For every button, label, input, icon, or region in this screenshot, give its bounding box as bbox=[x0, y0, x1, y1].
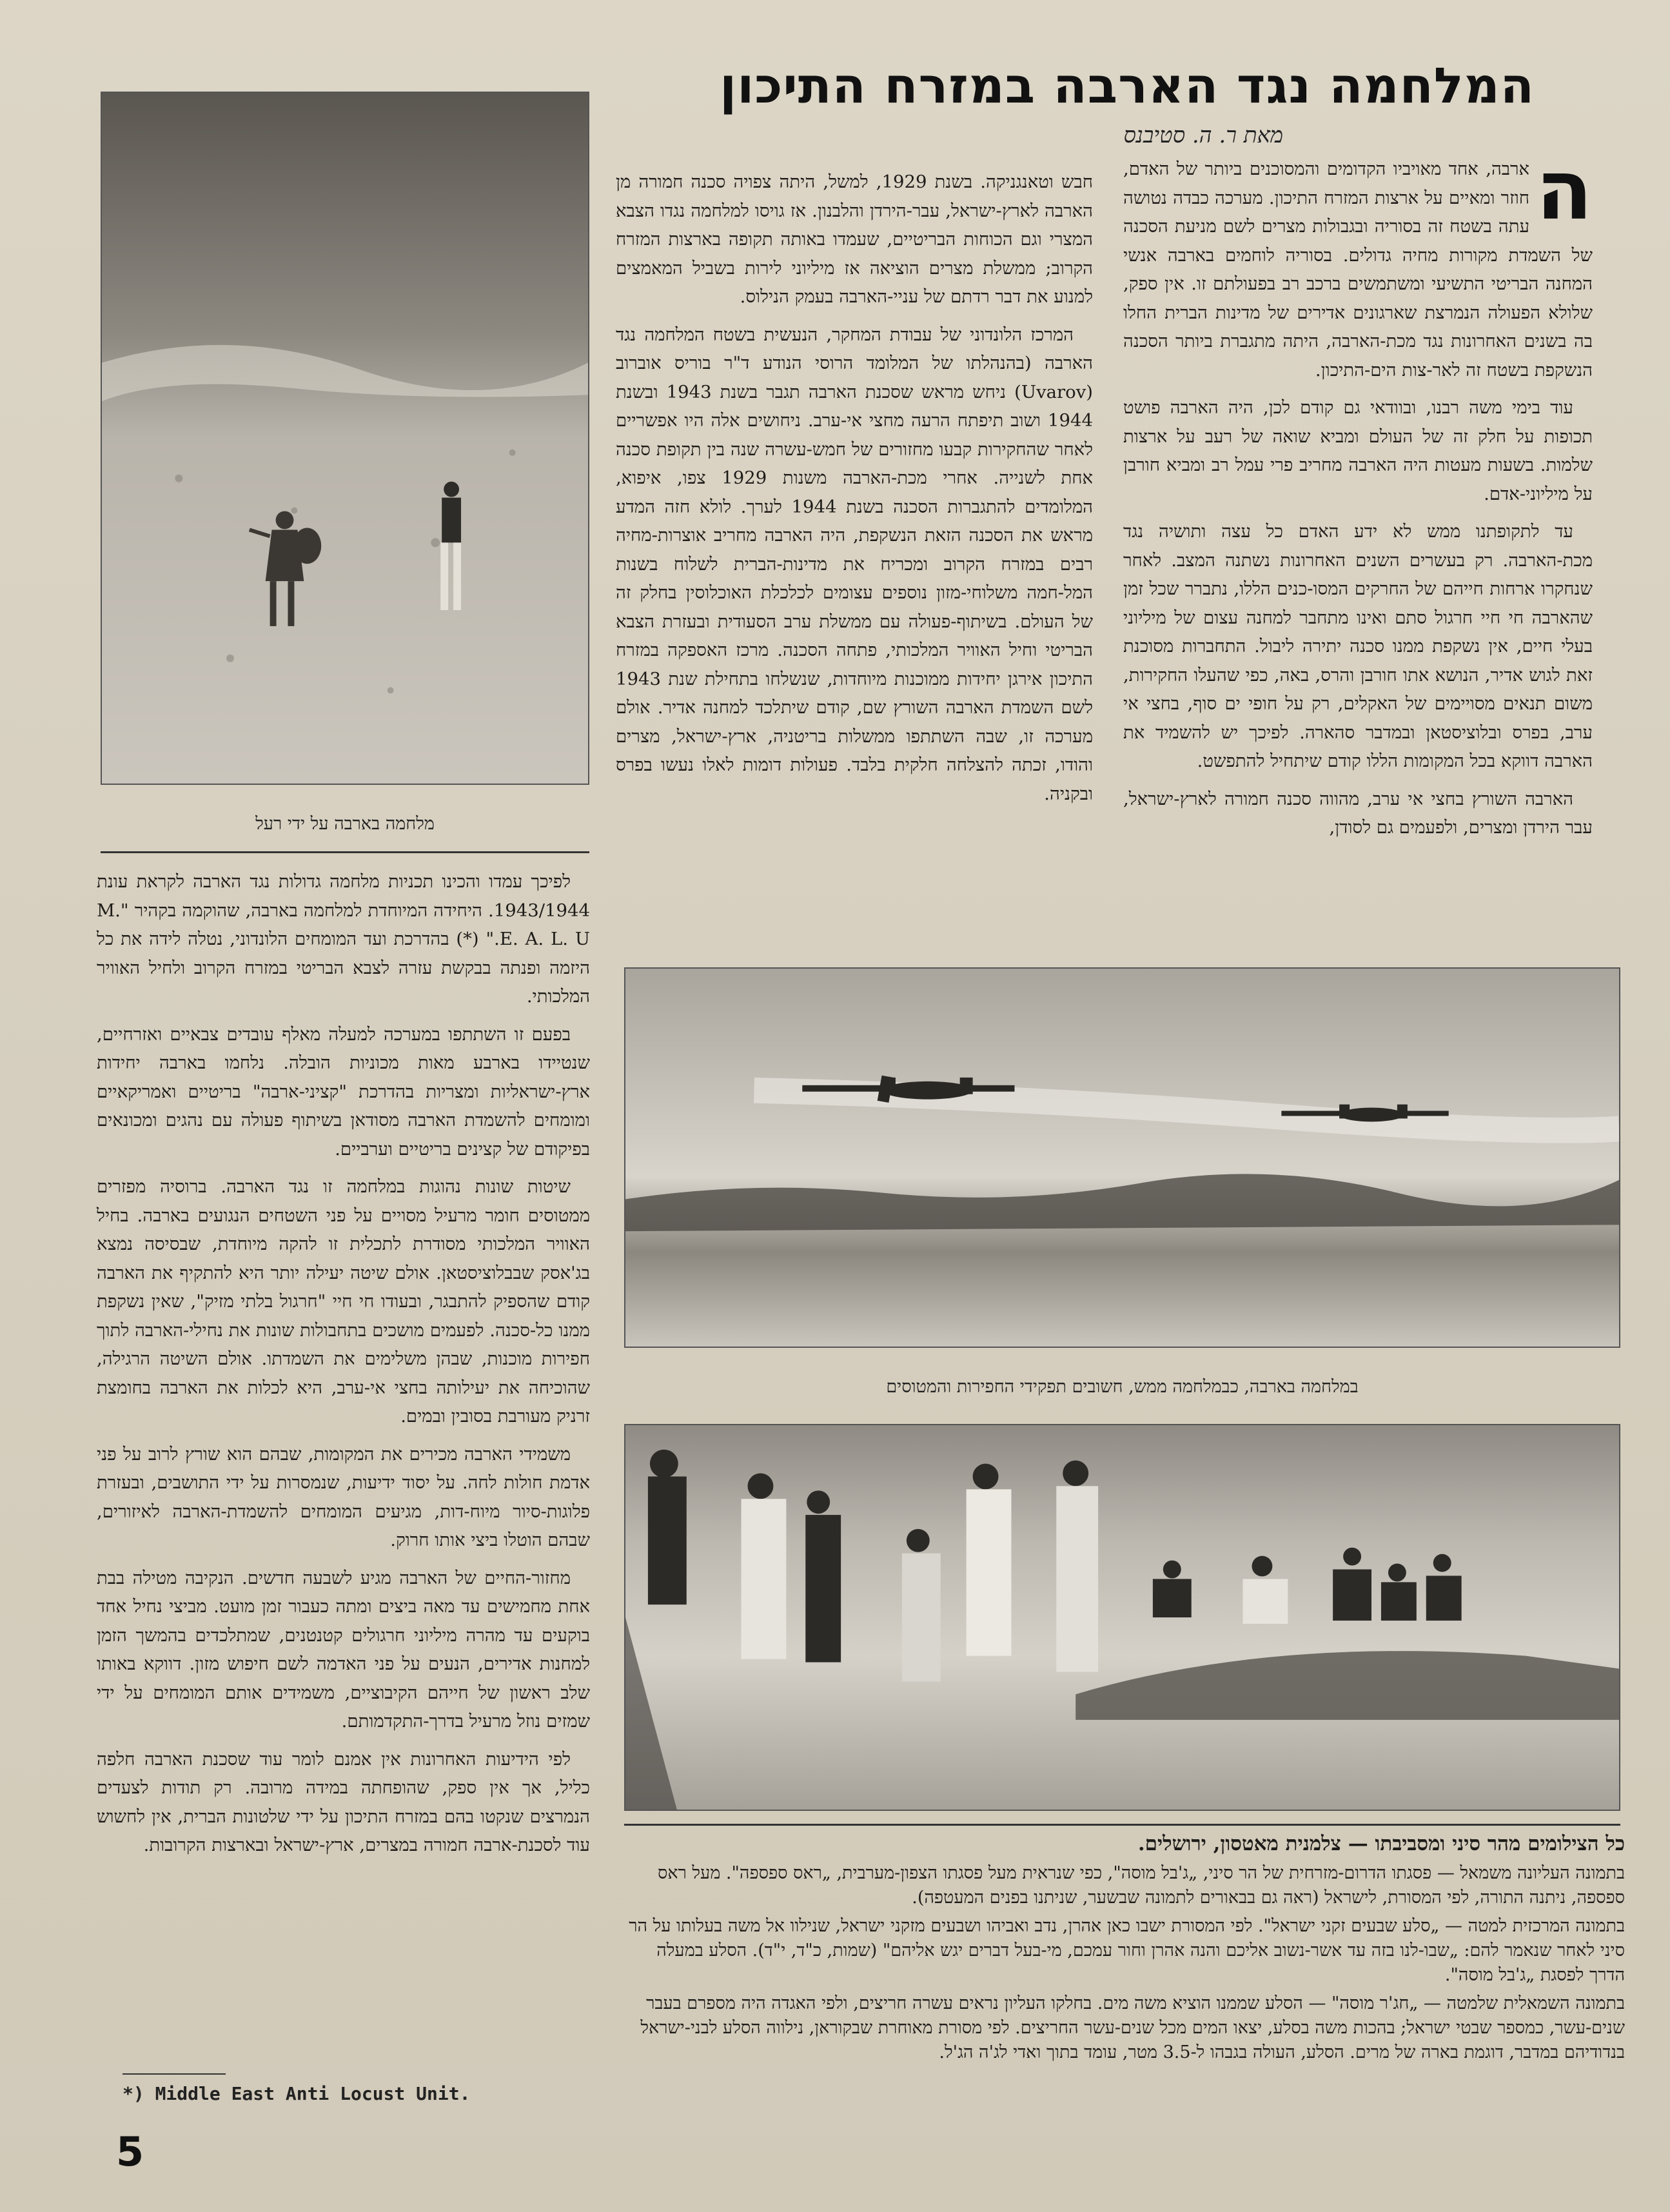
paragraph: משמידי הארבה מכירים את המקומות, שבהם הוא שורץ לרוב על פני אדמת חולות לחה. על יסוד ידיעות, שנמסרות על ידי התושבים, ובעזרת פלוגות-סיור מיוח-דות, מגיעים המומחים להשמדת-הארבה לאיזורים, שבהם הוטלו ביצי אותו חרוק. bbox=[97, 1443, 590, 1550]
credits-heading: כל הצילומים מהר סיני ומסביבתו — צלמנית מאטסון, ירושלים. bbox=[1137, 1832, 1625, 1855]
page-number: 5 bbox=[116, 2128, 144, 2175]
article-title: המלחמה נגד הארבה במזרח התיכון bbox=[720, 57, 1535, 114]
credit-line: בתמונה המרכזית למטה — „סלע שבעים זקני ישראל". לפי המסורת ישבו כאן אהרן, נדב ואביהו ושבעים מזקני ישראל, שנילוו אל משה בעלותו על הר סיני לאחר שנאמר להם: „שבו-לנו בזה עד אשר-נשוב אליכם והנה אהרן וחור עמכם, מי-בעל דברים יגש אליהם" (שמות, כ"ד, י"ד). הסלע במעלה הדרך לפסגת „ג'בל מוסה". bbox=[629, 1916, 1625, 1985]
photo-credits bbox=[616, 1832, 1625, 2069]
paragraph: לפי הידיעות האחרונות אין אמנם לומר עוד שסכנת הארבה חלפה כליל, אך אין ספק, שהופחתה במידה מרובה. רק תודות לצעדים הנמרצים שנקטו בהם במזרח התיכון על ידי שלטונות הברית, אין לחשוש עוד לסכנת-ארבה חמורה במצרים, ארץ-ישראל ובארצות הקרובות. bbox=[97, 1748, 590, 1855]
paragraph: עוד בימי משה רבנו, ובוודאי גם קודם לכן, היה הארבה פושט תכופות על חלק זה של העולם ומביא שואה של רעב על ארצות שלמות. בשעות מעטות היה הארבה מחריב פרי עמל רב ומביא חורבן על מיליוני-אדם. bbox=[1123, 397, 1593, 504]
photo-workers bbox=[624, 1424, 1620, 1811]
paragraph: לפיכך עמדו והכינו תכניות מלחמה גדולות נגד הארבה לקראת עונת 1943/1944. היחידה המיוחדת למלחמה בארבה, שהוקמה בקהיר "M. E. A. L. U." (*) בהדרכת ועד המומחים הלונדוני, נטלה לידה את כל היזמה ופנתה בבקשת עזרה לצבא הבריטי במזרח הקרוב ולחיל האוויר המלכותי. bbox=[97, 871, 590, 1007]
photo-planes bbox=[624, 967, 1620, 1348]
caption-rule bbox=[101, 851, 589, 853]
text-column-left bbox=[97, 867, 590, 2067]
paragraph: הארבה השורץ בחצי אי ערב, מהווה סכנה חמורה לארץ-ישראל, עבר הירדן ומצרים, ולפעמים גם לסודן, bbox=[1123, 788, 1593, 838]
paragraph: המרכז הלונדוני של עבודת המחקר, הנעשית בשטח המלחמה נגד הארבה (בהנהלתו של המלומד הרוסי הנודע ד"ר בוריס אוברוב (Uvarov) ניחש מראש שסכנת הארבה תגבר בשנת 1943 ובשנת 1944 ושוב תיפתח הרעה מחצי אי-ערב. ניחושים אלה היו אפשריים לאחר שהחקירות קבעו מחזורים של חמש-עשרה שנה בין תקופת סכנה אחת לשנייה. אחרי מכת-הארבה משנות 1929 צפו, איפוא, המלומדים להתגברות הסכנה בשנת 1944 לערך. לולא חזה המדע מראש את הסכנה הזאת הנשקפת, היה הארבה מחריב אוצרות-מחיה רבים במזרח הקרוב ומכריח את מדינות-הברית לשלוח בשנות המל-חמה משלוחי-מזון נוספים עצומים לכלכלת האוכלוסין בחלק זה של העולם. בשיתוף-פעולה עם ממשלת ערב הסעודית ובעזרת הצבא הבריטי וחיל האוויר המלכותי, פתחה הסכנה. מרכז האספקה במזרח התיכון אירגן יחידות ממוכנות מיוחדות, שנשלחו בתחילת שנת 1943 לשם השמדת הארבה השורץ שם, קודם שיתלכד למחנה אדיר. אולם מערכה זו, שבה השתתפו ממשלות בריטניה, ארץ-ישראל, מצרים והודו, זכתה להצלחה חלקית בלבד. פעולות דומות לאלו נעשו בפרס ובקניה. bbox=[616, 324, 1093, 804]
paragraph: עד לתקופתנו ממש לא ידע האדם כל עצה ותושיה נגד מכת-הארבה. רק בעשרים השנים האחרונות נשתנה המצב. לאחר שנחקרו ארחות חייהם של החרקים המסו-כנים הללו, נתברר שכל זמן שהארבה חי חיי חרגול סתם ואינו מתחבר למחנה עצום של מיליוני בעלי חיים, אין נשקפת ממנו סכנה יתירה ליבול. התחברות מסוכנת זאת לגוש אדיר, הנושא אתו חורבן והרס, באה, כפי שהעלו החקירות, משום תנאים מסויימים של האקלים, רק על חופי ים סוף, בחצי אי ערב, בפרס ובלוציסטאן ובמדבר סהארה. לפיכך יש להשמיד את הארבה דווקא בכל המקומות הללו קודם שיתחיל להתפשט. bbox=[1123, 521, 1593, 771]
credit-line: בתמונה העליונה משמאל — פסגתו הדרום-מזרחית של הר סיני, „ג'בל מוסה", כפי שנראית מעל פסגתו הצפון-מערבית, „ראס ספספה". מעל ראס ספספה, ניתנה התורה, לפי המסורת, לישראל (ראה גם בבאורים לתמונה שבשער, שניתנו בפנים המעטפה). bbox=[658, 1863, 1625, 1908]
planes-image bbox=[625, 969, 1619, 1347]
paragraph: חבש וטאנגניקה. בשנת 1929, למשל, היתה צפויה סכנה חמורה מן הארבה לארץ-ישראל, עבר-הירדן והלבנון. אז גויסו למלחמה נגדו הצבא המצרי וגם הכוחות הבריטיים, שעמדו באותה תקופה בארצות המזרח הקרוב; ממשלת מצרים הוציאה אז מיליוני לירות בשביל המאמצים למנוע את דבר רדתם של עניי-הארבה בעמק הנילוס. bbox=[616, 172, 1093, 307]
paragraph: ה ארבה, אחד מאויביו הקדומים והמסוכנים ביותר של האדם, חוזר ומאיים על ארצות המזרח התיכון. מערכה כבדה נטושה עתה בשטח זה בסוריה ובגבולות מצרים לשם מניעת הסכנה של השמדת מקורות מחיה גדולים. בסוריה לוחמים בארבה אנשי המחנה הבריטי התשיעי ומשתמשים ברכב רב בפעולתם זו. אין ספק, שלולא הפעולה הנמרצת שארגונים אדירים של מדינות הברית החלו בה בשנים האחרונות נגד מכת-הארבה, היתה מתגברת ביותר הסכנה הנשקפת בשטח זה לאר-צות הים-התיכון. bbox=[1123, 143, 1593, 380]
desert-image bbox=[102, 93, 588, 784]
workers-image bbox=[625, 1425, 1619, 1810]
photo-caption-planes: במלחמה בארבה, כבמלחמה ממש, חשובים תפקידי החפירות והמטוסים bbox=[886, 1377, 1359, 1397]
paragraph: שיטות שונות נהוגות במלחמה זו נגד הארבה. ברוסיה מפזרים ממטוסים חומר מרעיל מסויים על פני השטחים הנגועים בארבה. בחיל האוויר המלכותי מסודרת לתכלית זו להקה מיוחדת, שבסיסה נמצא בג'אסק שבבלוציסטאן. אולם שיטה יעילה יותר היא להתקיף את הארבה קודם שהספיק להתבגר, ובעודו חי חיי "חרגול בלתי מזיק", שאין נשקפת ממנו כל-סכנה. לפעמים מושכים בתחבולות שונות את נחילי-הארבה לתוך חפירות מוכנות, שבהן משלימים את השמדתו. אולם השיטה הרגילה, שהוכיחה את יעילותה בחצי אי-ערב, היא לכלות את הארבה בחומצת זרניק מעורבת בסובין ובמים. bbox=[97, 1176, 590, 1427]
paragraph: מחזור-החיים של הארבה מגיע לשבעה חדשים. הנקיבה מטילה בבת אחת מחמישים עד מאה ביצים ומתה כעבור זמן מועט. מביצי נחיל אחד בוקעים עד מהרה מיליוני חרגולים קטנטנים, שמתלכדים בהמשך הזמן למחנות אדירים, הנעים על פני האדמה לשם חיפוש מזון. דווקא באותו שלב ראשון של חייהם הקיבוציים, משמידים אותם המומחים על ידי שמזים נוזל מרעיל בדרך-התקדמותם. bbox=[97, 1567, 590, 1732]
text-column-middle bbox=[616, 168, 1093, 954]
text-column-right bbox=[1123, 143, 1593, 948]
credits-rule bbox=[624, 1824, 1620, 1826]
paragraph: בפעם זו השתתפו במערכה למעלה מאלף עובדים צבאיים ואזרחיים, שנטיידו בארבע מאות מכוניות הובלה. נלחמו בארבה יחידות ארץ-ישראליות ומצריות בהדרכת "קציני-ארבה" בריטיים ואמריקאיים ומומחים להשמדת הארבה מסודאן בשיתוף פעולה עם נהגים ומכונאים בפיקודם של קצינים בריטיים וערביים. bbox=[97, 1023, 590, 1160]
photo-caption-left: מלחמה בארבה על ידי רעל bbox=[255, 814, 435, 834]
drop-cap: ה bbox=[1536, 143, 1593, 239]
credit-line: בתמונה השמאלית שלמטה — „חג'ר מוסה" — הסלע שממנו הוציא משה מים. בחלקו העליון נראים עשרה חריצים, ולפי האגדה היה מספרם בעבר שנים-עשר, כמספר שבטי ישראל; בהכות משה בסלע, יצאו המים מכל שנים-עשר החריצים. לפי מסורת מאוחרת שבקוראן, נילווה הסלע לבני-ישראל בנדודיהם במדבר, דוגמת בארה של מרים. הסלע, העולה בגבהו ל-3.5 מטר, עומד בתוך ואדי לג'ה הג'ל. bbox=[640, 1993, 1625, 2062]
footnote-rule bbox=[123, 2073, 226, 2075]
article-byline: מאת ר. ה. סטיבנס bbox=[1123, 123, 1283, 148]
photo-locust-poison bbox=[101, 92, 589, 785]
footnote: *) Middle East Anti Locust Unit. bbox=[123, 2083, 471, 2104]
